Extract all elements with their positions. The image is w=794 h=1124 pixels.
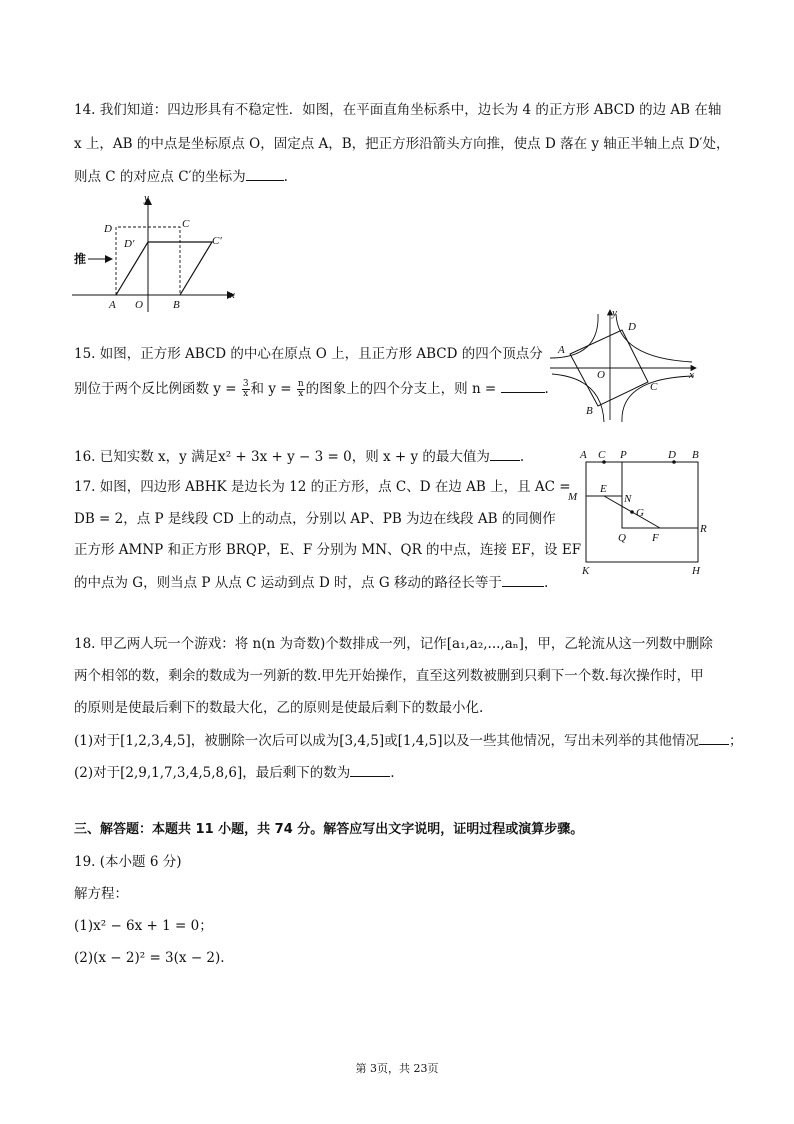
q15-f1-den: x	[243, 389, 249, 399]
q18-line3: 的原则是使最后剩下的数最大化，乙的原则是使最后剩下的数最小化.	[74, 700, 484, 716]
q15-fraction-1	[242, 380, 250, 399]
fig17-label-H: H	[692, 565, 700, 577]
q17-line1: 17. 如图，四边形 ABHK 是边长为 12 的正方形，点 C、D 在边 AB 上，且 AC =	[74, 479, 571, 495]
fig14-label-B: B	[173, 299, 180, 311]
fig17-label-R: R	[700, 523, 707, 535]
q14-line1: 14. 我们知道：四边形具有不稳定性．如图，在平面直角坐标系中，边长为 4 的正方形 ABCD 的边 AB 在轴	[74, 102, 722, 118]
fig15-label-B: B	[586, 405, 593, 417]
fig17-label-M: M	[568, 491, 578, 503]
q16-answer-blank	[490, 446, 520, 461]
fig14-label-y: y	[144, 192, 149, 204]
fig15-label-A: A	[558, 344, 565, 356]
fig14-label-push: 推	[74, 252, 87, 266]
q18-end-dot: .	[390, 765, 395, 781]
q15-end-dot: .	[544, 381, 549, 397]
q16-line1-text: 16. 已知实数 x，y 满足x² + 3x + y − 3 = 0，则 x + y 的最大值为	[74, 449, 490, 465]
fig14-label-Cprime: C′	[212, 235, 222, 247]
fig14-label-Dprime: D′	[124, 238, 135, 250]
q14-line3-text: 则点 C 的对应点 C′的坐标为	[74, 169, 246, 185]
fig14-label-O: O	[135, 299, 143, 311]
fig15-label-C: C	[650, 381, 658, 393]
q14-line2: x 上，AB 的中点是坐标原点 O，固定点 A，B，把正方形沿箭头方向推，使点 D 落在 y 轴正半轴上点 D′处，	[74, 136, 730, 152]
q15-line1: 15. 如图，正方形 ABCD 的中心在原点 O 上，且正方形 ABCD 的四个顶点分	[74, 346, 543, 362]
q15-figure	[548, 306, 702, 422]
fig17-label-Q: Q	[618, 532, 626, 544]
fig17-label-B: B	[692, 449, 699, 461]
fig17-label-C: C	[598, 449, 606, 461]
fig17-label-E: E	[600, 483, 607, 495]
q17-line3: 正方形 AMNP 和正方形 BRQP，E、F 分别为 MN、QR 的中点，连接 EF，设 EF	[74, 542, 582, 558]
q18-line5	[74, 762, 395, 783]
q16-end-dot: .	[519, 449, 525, 465]
fig17-label-D: D	[668, 449, 676, 461]
fig15-label-x: x	[689, 369, 694, 381]
q18-line2: 两个相邻的数，剩余的数成为一列新的数.甲先开始操作，直至这列数被删到只剩下一个数.每次操作时，甲	[74, 668, 704, 684]
fig15-label-D: D	[628, 321, 636, 333]
q19-part2: (2)(x − 2)² = 3(x − 2).	[74, 950, 225, 966]
fig15-label-O: O	[597, 369, 605, 381]
q18-line4-text: (1)对于[1,2,3,4,5]，被删除一次后可以成为[3,4,5]或[1,4,5]以及一些其他情况，写出未列举的其他情况	[74, 733, 700, 749]
q16-line1	[74, 446, 524, 467]
q17-figure	[560, 444, 720, 580]
fig14-label-x: x	[230, 289, 235, 301]
q15-fraction-2	[297, 380, 305, 399]
q15-line2-pre: 别位于两个反比例函数 y =	[74, 381, 241, 397]
q17-end-dot: .	[543, 575, 549, 591]
q19-part1: (1)x² − 6x + 1 = 0；	[74, 918, 213, 934]
q15-line2-mid: 和 y =	[250, 381, 296, 397]
q18-line4	[74, 730, 743, 751]
q14-answer-blank	[246, 166, 284, 181]
fig14-label-D: D	[104, 223, 112, 235]
fig14-label-A: A	[109, 299, 116, 311]
q18-line4-end: ；	[729, 733, 743, 749]
section3-heading: 三、解答题：本题共 11 小题，共 74 分。解答应写出文字说明，证明过程或演算步骤。	[74, 822, 584, 837]
q15-f1-num: 3	[242, 379, 249, 389]
fig15-label-y: y	[612, 307, 617, 319]
q14-end-dot: .	[283, 169, 288, 185]
q14-line3	[74, 166, 288, 187]
q17-answer-blank	[502, 572, 544, 587]
q15-f2-num: n	[297, 379, 304, 389]
q15-answer-blank	[501, 378, 545, 393]
q14-figure	[66, 192, 246, 312]
q18-answer-blank-2	[350, 762, 390, 777]
q18-answer-blank-1	[699, 730, 729, 745]
fig17-label-G: G	[636, 507, 644, 519]
q15-line2	[74, 378, 549, 399]
fig17-label-P: P	[620, 449, 627, 461]
fig17-label-A: A	[580, 449, 587, 461]
q19-title: 19. (本小题 6 分)	[74, 854, 182, 870]
q17-line2: DB = 2，点 P 是线段 CD 上的动点，分别以 AP、PB 为边在线段 AB 的同侧作	[74, 511, 556, 527]
q15-f2-den: x	[298, 389, 304, 399]
q17-line4	[74, 572, 548, 593]
page-footer: 第 3页，共 23页	[355, 1062, 439, 1075]
fig17-label-N: N	[624, 493, 632, 505]
fig17-label-F: F	[652, 532, 659, 544]
q18-line1: 18. 甲乙两人玩一个游戏：将 n(n 为奇数)个数排成一列，记作[a₁,a₂,...,aₙ]，甲，乙轮流从这一列数中删除	[74, 636, 713, 652]
q17-line4-text: 的中点为 G，则当点 P 从点 C 运动到点 D 时，点 G 移动的路径长等于	[74, 575, 502, 591]
q15-line2-post: 的图象上的四个分支上，则 n =	[305, 381, 501, 397]
q19-intro: 解方程：	[74, 886, 128, 902]
fig14-label-C: C	[182, 218, 190, 230]
q18-line5-text: (2)对于[2,9,1,7,3,4,5,8,6]，最后剩下的数为	[74, 765, 351, 781]
fig17-label-K: K	[582, 565, 590, 577]
